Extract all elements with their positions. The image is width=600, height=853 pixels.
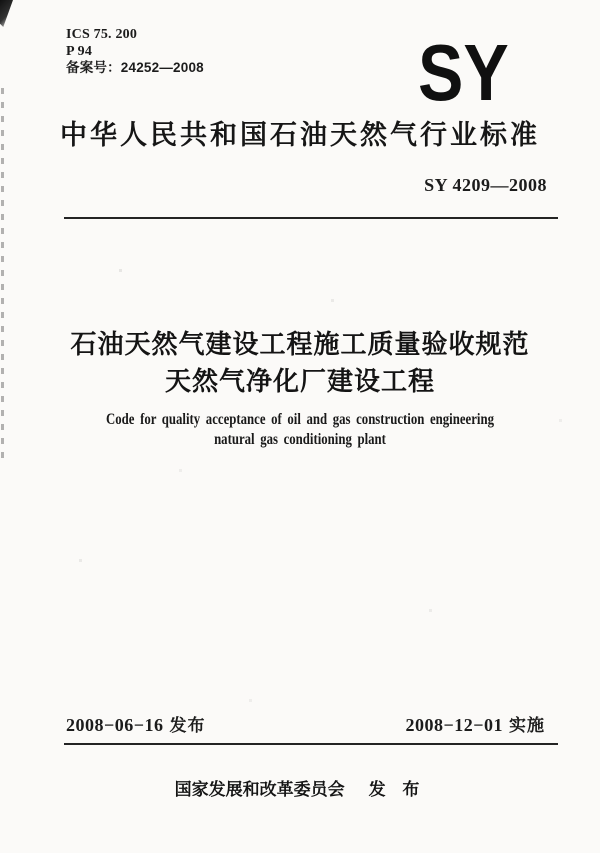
standard-number: SY 4209—2008 [424,175,547,195]
publisher-row [0,775,600,800]
issue-date-group [66,711,206,736]
china-class-code: P 94 [66,43,93,59]
english-title-line2: natural gas conditioning plant [214,431,386,448]
document-title-english [0,410,600,450]
header-divider-line [64,217,558,219]
implementation-date: 2008−12−01 [405,715,503,735]
document-title-line2: 天然气净化厂建设工程 [164,366,435,396]
scan-noise-speckles [0,0,1,1]
standard-category-title: 中华人民共和国石油天然气行业标准 [60,120,540,150]
sy-standard-logo: SY [418,28,509,117]
footer-divider-line [64,743,558,745]
publisher-name: 国家发展和改革委员会 [174,780,345,799]
classification-block [66,27,204,77]
publish-action-label: 发 布 [368,780,426,799]
document-title-line1: 石油天然气建设工程施工质量验收规范 [70,329,530,359]
document-title-chinese [0,326,600,400]
ics-code: ICS 75. 200 [66,27,138,42]
date-row [66,711,545,736]
scan-corner-artifact [0,0,13,27]
implementation-date-label: 实施 [509,716,545,735]
english-title-line1: Code for quality acceptance of oil and gas construction engineering [106,411,494,428]
issue-date-label: 发布 [169,716,206,735]
record-number: 备案号：24252—2008 [66,60,204,75]
implementation-date-group [405,711,545,736]
issue-date: 2008−06−16 [66,715,164,735]
